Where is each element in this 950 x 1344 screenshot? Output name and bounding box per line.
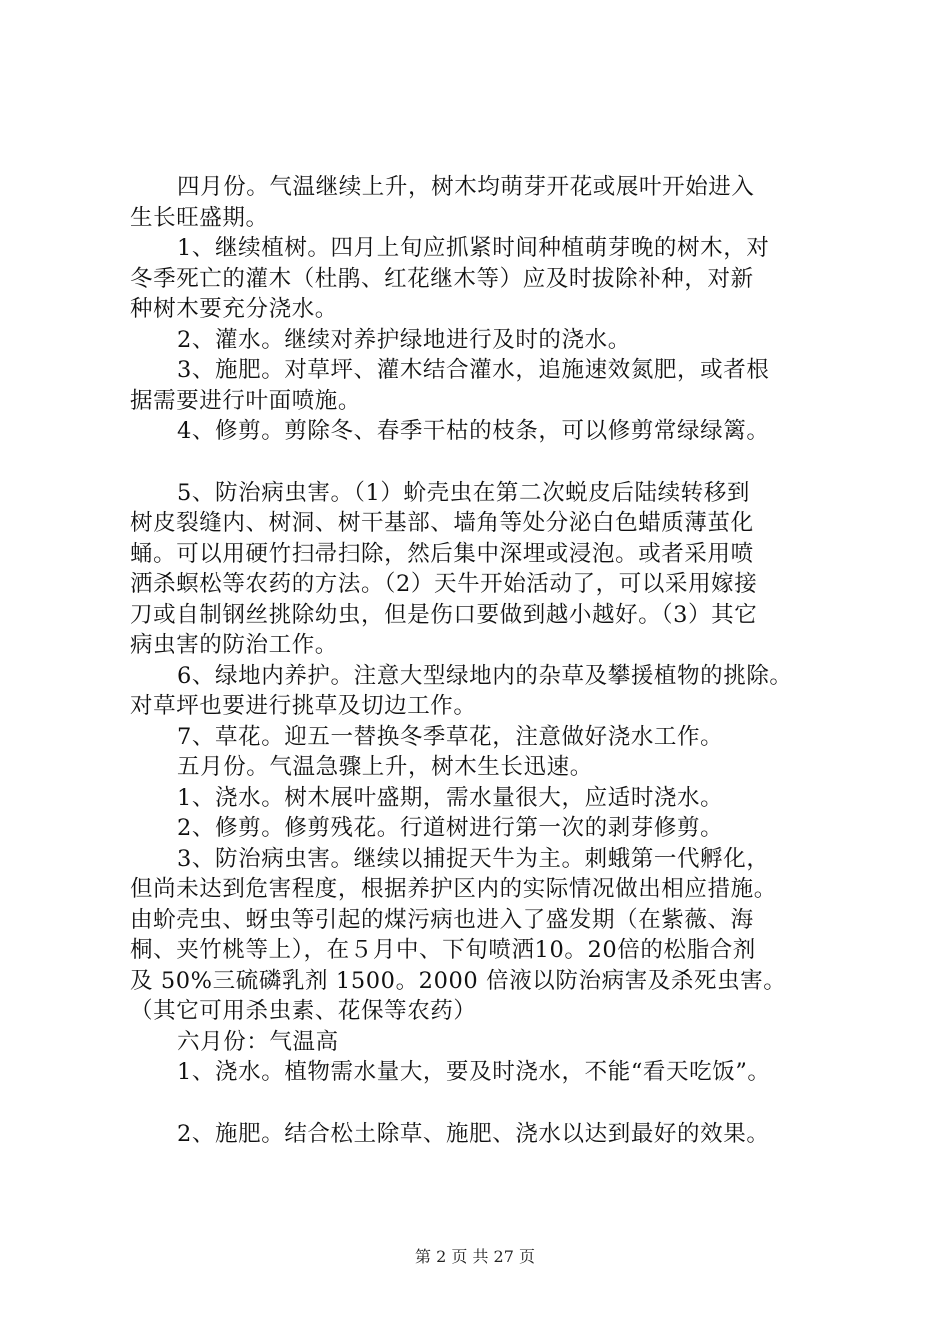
paragraph-line: 3、防治病虫害。继续以捕捉天牛为主。刺蛾第一代孵化， [177,845,770,872]
paragraph-line: 2、施肥。结合松土除草、施肥、浇水以达到最好的效果。 [177,1120,770,1147]
paragraph-line: 对草坪也要进行挑草及切边工作。 [130,693,477,719]
paragraph-line: 但尚未达到危害程度，根据养护区内的实际情况做出相应措施。 [130,876,777,902]
paragraph-line: 生长旺盛期。 [130,204,269,231]
paragraph-line: 刀或自制钢丝挑除幼虫，但是伤口要做到越小越好。（3）其它 [130,601,758,628]
paragraph-line: 由蚧壳虫、蚜虫等引起的煤污病也进入了盛发期（在紫薇、海 [130,906,754,933]
paragraph-line: 树皮裂缝内、树洞、树干基部、墙角等处分泌白色蜡质薄茧化 [130,510,754,536]
paragraph-line: 种树木要充分浇水。 [130,296,338,322]
paragraph-line: （其它可用杀虫素、花保等农药） [130,998,477,1024]
paragraph-line: 洒杀螟松等农药的方法。（2）天牛开始活动了，可以采用嫁接 [130,571,758,597]
paragraph-line: 5、防治病虫害。（1）蚧壳虫在第二次蜕皮后陆续转移到 [177,479,750,506]
page-number-footer: 第 2 页 共 27 页 [415,1247,535,1266]
paragraph-gap [130,447,835,478]
paragraph-line: 2、修剪。修剪残花。行道树进行第一次的剥芽修剪。 [177,815,724,841]
paragraph-line: 蛹。可以用硬竹扫帚扫除，然后集中深埋或浸泡。或者采用喷 [130,540,754,567]
paragraph-line: 4、修剪。剪除冬、春季干枯的枝条，可以修剪常绿绿篱。 [177,418,770,444]
paragraph-line: 及 50%三硫磷乳剂 1500。2000 倍液以防治病害及杀死虫害。 [130,967,787,994]
paragraph-line: 桐、夹竹桃等上），在５月中、下旬喷洒10。20倍的松脂合剂 [130,937,756,963]
paragraph-line: 7、草花。迎五一替换冬季草花，注意做好浇水工作。 [177,723,724,750]
paragraph-line: 6、绿地内养护。注意大型绿地内的杂草及攀援植物的挑除。 [177,662,793,689]
paragraph-line: 1、浇水。树木展叶盛期，需水量很大，应适时浇水。 [177,784,724,811]
paragraph-line: 病虫害的防治工作。 [130,632,338,658]
paragraph-line: 2、灌水。继续对养护绿地进行及时的浇水。 [177,326,631,353]
paragraph-line: 六月份：气温高 [177,1028,339,1055]
paragraph-line: 据需要进行叶面喷施。 [130,387,362,414]
paragraph-gap [130,1088,835,1119]
paragraph-line: 3、施肥。对草坪、灌木结合灌水，追施速效氮肥，或者根 [177,357,770,383]
paragraph-line: 五月份。气温急骤上升，树木生长迅速。 [177,754,593,780]
paragraph-line: 四月份。气温继续上升，树木均萌芽开花或展叶开始进入 [177,174,755,200]
paragraph-line: 冬季死亡的灌木（杜鹃、红花继木等）应及时拔除补种，对新 [130,265,754,292]
document-body [130,172,835,1149]
paragraph-line: 1、浇水。植物需水量大，要及时浇水，不能“看天吃饭”。 [177,1059,771,1085]
paragraph-line: 1、继续植树。四月上旬应抓紧时间种植萌芽晚的树木，对 [177,235,770,261]
